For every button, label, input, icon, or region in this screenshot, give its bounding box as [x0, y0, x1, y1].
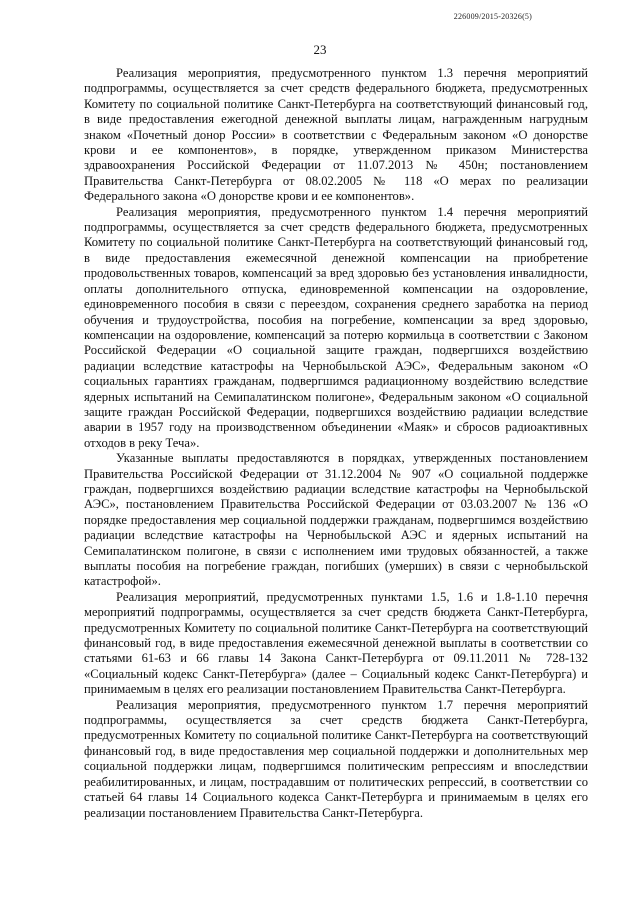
document-body	[84, 66, 588, 821]
paragraph-item-1-7: Реализация мероприятия, предусмотренного пунктом 1.7 перечня мероприятий подпрограммы, осуществляется за счет средств бюджета Санкт-Петербурга, предусмотренных Комитету по социальной политике Санкт-Петербурга на соответствующий финансовый год, в виде предоставления мер социальной поддержки и дополнительных мер социальной поддержки лицам, подвергшимся политическим репрессиям и впоследствии реабилитированных, и лицам, пострадавшим от политических репрессий, в соответствии со статьей 64 главы 14 Социального кодекса Санкт-Петербурга и принимаемым в целях его реализации постановлением Правительства Санкт-Петербурга.	[84, 697, 588, 820]
paragraph-item-1-3: Реализация мероприятия, предусмотренного пунктом 1.3 перечня мероприятий подпрограммы, осуществляется за счет средств федерального бюджета, предусмотренных Комитету по социальной политике Санкт-Петербурга на соответствующий финансовый год, в виде предоставления ежегодной денежной выплаты лицам, награжденным нагрудным знаком «Почетный донор России» в соответствии с Федеральным законом «О донорстве крови и ее компонентов», в порядке, утвержденном приказом Министерства здравоохранения Российской Федерации от 11.07.2013 № 450н; постановлением Правительства Санкт-Петербурга от 08.02.2005 № 118 «О мерах по реализации Федерального закона «О донорстве крови и ее компонентов».	[84, 66, 588, 204]
paragraph-payment-procedures: Указанные выплаты предоставляются в порядках, утвержденных постановлением Правительства Российской Федерации от 31.12.2004 № 907 «О социальной поддержке граждан, подвергшихся воздействию радиации вследствие катастрофы на Чернобыльской АЭС», постановлением Правительства Российской Федерации от 03.03.2007 № 136 «О порядке предоставления мер социальной поддержки гражданам, подвергшимся воздействию радиации вследствие катастрофы на Чернобыльской АЭС и ядерных испытаний на Семипалатинском полигоне, в связи с исполнением ими трудовых обязанностей, а также выплаты пособия на погребение граждан, погибших (умерших) в связи с чернобыльской катастрофой».	[84, 451, 588, 589]
paragraph-item-1-4: Реализация мероприятия, предусмотренного пунктом 1.4 перечня мероприятий подпрограммы, осуществляется за счет средств федерального бюджета, предусмотренных Комитету по социальной политике Санкт-Петербурга на соответствующий финансовый год, в виде предоставления ежемесячной денежной компенсации на приобретение продовольственных товаров, компенсаций за вред здоровью без установления инвалидности, оплаты дополнительного отпуска, единовременной компенсации на оздоровление, единовременного пособия в связи с переездом, сохранения среднего заработка на период обучения и трудоустройства, пособия на погребение, компенсации за вред здоровью, компенсации на оздоровление, компенсаций за потерю кормильца в соответствии с Законом Российской Федерации «О социальной защите граждан, подвергшихся воздействию радиации вследствие катастрофы на Чернобыльской АЭС», Федеральным законом «О социальных гарантиях гражданам, подвергшимся радиационному воздействию вследствие ядерных испытаний на Семипалатинском полигоне», Федеральным законом «О социальной защите граждан Российской Федерации, подвергшихся воздействию радиации вследствие аварии в 1957 году на производственном объединении «Маяк» и сбросов радиоактивных отходов в реку Теча».	[84, 204, 588, 450]
page-number: 23	[313, 42, 327, 57]
document-registration-code: 226009/2015-20326(5)	[453, 12, 532, 21]
paragraph-items-1-5-to-1-10: Реализация мероприятий, предусмотренных пунктами 1.5, 1.6 и 1.8-1.10 перечня мероприятий подпрограммы, осуществляется за счет средств бюджета Санкт-Петербурга, предусмотренных Комитету по социальной политике Санкт-Петербурга на соответствующий финансовый год, в виде предоставления ежемесячной денежной выплаты в соответствии со статьями 61-63 и 66 главы 14 Закона Санкт-Петербурга от 09.11.2011 № 728-132 «Социальный кодекс Санкт-Петербурга» (далее – Социальный кодекс Санкт-Петербурга) и принимаемым в целях его реализации постановлением Правительства Санкт-Петербурга.	[84, 589, 588, 697]
